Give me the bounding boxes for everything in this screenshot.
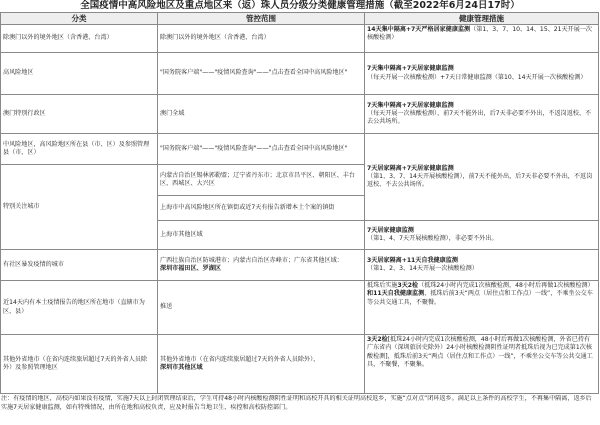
document-title: 全国疫情中高风险地区及重点地区来（返）珠人员分级分类健康管理措施（截至2022年6月24日17时） xyxy=(80,0,520,11)
row8-category: 其他外省地市（在省内连续旅居超过7天的外省人员除外）及参照管理地区 xyxy=(3,355,148,371)
row4-5-measures: 7天居家隔离+7天居家健康监测 （第1、3、7、14天开展核酸检测），前7天不能外出，后7天非必要不外出，不返岗返校、不去公共场所。 xyxy=(367,164,593,189)
footnote: 注：有疫情的地区，高校内如果没有疫情，实施7天以上封闭管理结束后，学生可持48小时内核酸检测阴性证明和高校开具的相关证明高校返乡，实施“点对点”闭环返乡。满足以上条件的高校学生，不再集中隔离，返乡后实施7天居家健康监测，如有特殊情况，由所在地和高校负责，应及时报告当地卫生、疾控和高校防控部门。 xyxy=(1,395,592,411)
grid-line xyxy=(0,280,599,281)
grid-line xyxy=(157,220,599,221)
row5-measures-b: 7天居家健康监测 （第1、4、7天开展核酸检测），非必要不外出。 xyxy=(367,226,498,242)
grid-line xyxy=(0,94,599,95)
row7-scope: 推送 xyxy=(160,303,173,311)
row2-measures: 7天集中隔离+7天居家健康监测 （每天开展一次核酸检测）+7天日常健康监测（第10、14天开展一次核酸检测） xyxy=(367,65,587,81)
row5-scope-a: 内蒙古自治区锡林郭勒盟；辽宁省丹东市；北京市昌平区、朝阳区、丰台区、西城区、大兴区 xyxy=(160,171,355,187)
row4-scope: "国务院客户端"——"疫情风险查询"——"点击查看全国中高风险地区" xyxy=(160,144,348,152)
grid-line xyxy=(157,195,365,196)
row8-measures: 3天2检[抵珠24小时内完成1次核酸检测，48小时后再做1次核酸检测，外省已持有广东省内（深圳旅居史除外）24小时核酸检测阴性证明者抵珠后视为已完成第1次核酸检测]，抵珠后前3天“两点（居住点和工作点）一线”，不乘坐公交车等公共交通工具，不聚餐，不聚集。 xyxy=(367,336,593,368)
row1-measures: 14天集中隔离+7天严格居家健康监测（第1、3、7、10、14、15、21天开展一次核酸检测） xyxy=(367,26,593,42)
row2-scope: "国务院客户端"——"疫情风险查询"——"点击查看全国中高风险地区" xyxy=(160,69,348,77)
grid-line xyxy=(0,12,599,13)
grid-line xyxy=(0,24,599,25)
row6-scope: 广西壮族自治区防城港市；内蒙古自治区赤峰市；广东省其他区域： 深圳市福田区、罗湖区 xyxy=(160,256,343,272)
row8-scope: 其他外省地市（在省内连续旅居超过7天的外省人员除外）， 深圳市其他区域 xyxy=(160,355,320,371)
row1-scope: 除澳门以外的境外地区（含香港、台湾） xyxy=(160,34,270,42)
row1-category: 除澳门以外的境外地区（含香港、台湾） xyxy=(3,34,113,42)
row7-measures: 抵珠后实施3天2检（抵珠24小时内完成1次核酸检测，48小时后再做1次核酸检测）和11天自我健康监测，抵珠后前3天“两点（居住点和工作点）一线”，不乘坐公交车等公共交通工具，不聚餐。 xyxy=(367,282,594,306)
row3-category: 澳门特别行政区 xyxy=(3,109,46,117)
header-category: 分类 xyxy=(1,13,157,24)
grid-line xyxy=(0,52,599,53)
grid-line xyxy=(0,334,599,335)
grid-line xyxy=(0,133,599,134)
grid-line xyxy=(0,393,599,394)
header-measures: 健康管理措施 xyxy=(365,13,598,24)
row6-measures: 3天居家隔离+11天自我健康监测 （第1、2、3、14天开展一次核酸检测） xyxy=(367,256,478,272)
row3-scope: 澳门全域 xyxy=(160,109,185,117)
row6-category: 有社区暴发疫情的城市 xyxy=(3,260,64,268)
grid-line xyxy=(0,249,599,250)
grid-line xyxy=(157,12,158,394)
row5-category: 特别关注城市 xyxy=(3,202,40,210)
grid-line xyxy=(598,12,599,394)
grid-line xyxy=(0,12,1,394)
row5-scope-b: 上海市中高风险地区所在镇街或近7天有报告新增本土个案的镇街 xyxy=(160,203,335,211)
row3-measures: 7天集中隔离+7天居家健康监测 （每天开展一次核酸检测），前7天不能外出，后7天非必要不外出，不返岗返校、不去公共场所。 xyxy=(367,101,592,126)
row7-category: 近14天内有本土疫情报告的地区所在地市（直辖市为区、县） xyxy=(3,299,145,315)
row4-category: 中风险地区，高风险地区所在县（市、区）及参照管理县（市、区） xyxy=(3,140,150,156)
row5-scope-c: 上海市其他区域 xyxy=(160,230,203,238)
header-scope: 管控范围 xyxy=(158,13,364,24)
grid-line xyxy=(364,12,365,394)
row2-category: 高风险地区 xyxy=(3,69,34,77)
grid-line xyxy=(0,164,365,165)
